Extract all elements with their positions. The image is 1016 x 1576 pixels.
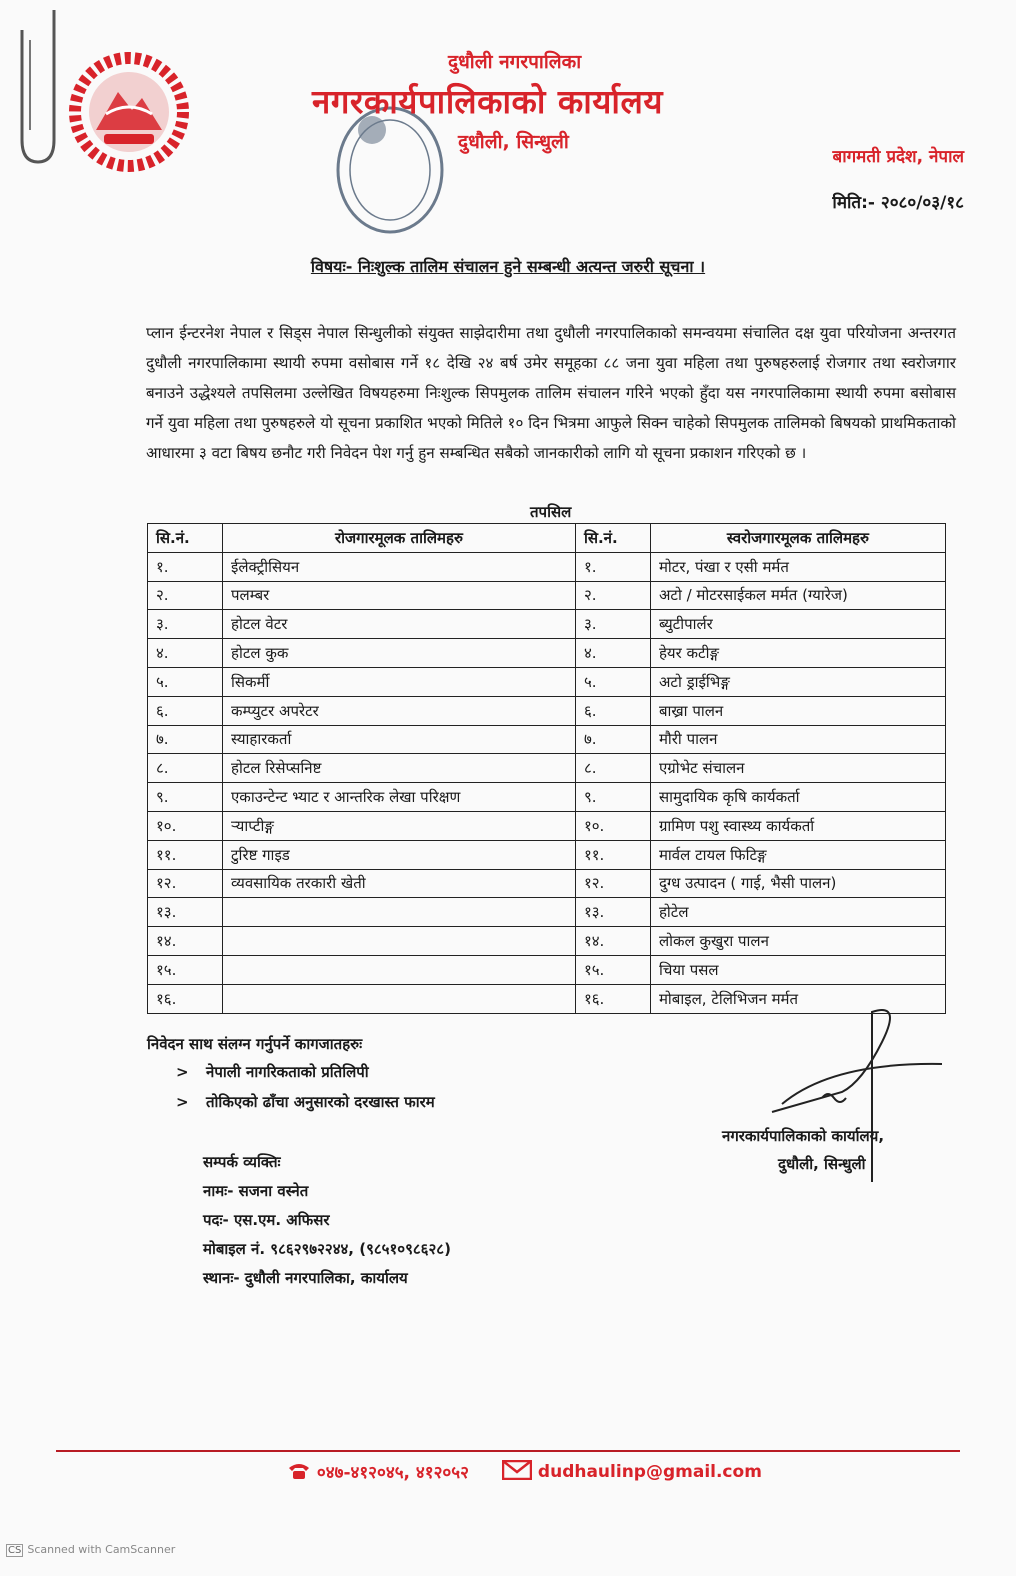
- serial-cell: १०.: [575, 811, 650, 840]
- notice-date: मिति:- २०८०/०३/१८: [832, 193, 964, 213]
- serial-cell: ८.: [148, 754, 223, 783]
- table-row: [148, 696, 946, 725]
- serial-cell: १२.: [575, 869, 650, 898]
- self-employment-training-cell: होटेल: [650, 898, 945, 927]
- col-employment-trainings: रोजगारमूलक तालिमहरु: [223, 524, 576, 553]
- employment-training-cell: होटल कुक: [223, 639, 576, 668]
- serial-cell: १०.: [148, 811, 223, 840]
- footer-email: [502, 1460, 762, 1482]
- document-item: [176, 1092, 435, 1112]
- footer-divider: [56, 1450, 960, 1452]
- bullet-arrow-icon: >: [176, 1093, 189, 1111]
- serial-cell: ३.: [148, 610, 223, 639]
- serial-cell: ४.: [575, 639, 650, 668]
- employment-training-cell: र्‍याप्टीङ्ग: [223, 811, 576, 840]
- serial-cell: १३.: [575, 898, 650, 927]
- nepal-emblem-icon: [66, 52, 192, 172]
- self-employment-training-cell: एग्रोभेट संचालन: [650, 754, 945, 783]
- table-row: [148, 610, 946, 639]
- employment-training-cell: व्यवसायिक तरकारी खेती: [223, 869, 576, 898]
- col-serial-1: सि.नं.: [148, 524, 223, 553]
- employment-training-cell: [223, 927, 576, 956]
- serial-cell: २.: [575, 581, 650, 610]
- table-caption: तपसिल: [530, 503, 572, 521]
- contact-post: पदः- एस.एम. अफिसर: [203, 1211, 330, 1229]
- employment-training-cell: [223, 955, 576, 984]
- signatory-office: नगरकार्यपालिकाको कार्यालय,: [722, 1127, 885, 1145]
- phone-number: ०४७-४१२०४५, ४१२०५२: [316, 1463, 469, 1483]
- bullet-arrow-icon: >: [176, 1063, 189, 1081]
- table-row: [148, 811, 946, 840]
- notice-subject: [0, 255, 1016, 277]
- col-self-employment-trainings: स्वरोजगारमूलक तालिमहरु: [650, 524, 945, 553]
- table-row: [148, 927, 946, 956]
- employment-training-cell: कम्प्युटर अपरेटर: [223, 696, 576, 725]
- municipality-name: दुधौली नगरपालिका: [448, 51, 582, 73]
- signatory-place: दुधौली, सिन्धुली: [778, 1155, 866, 1173]
- serial-cell: ९.: [575, 783, 650, 812]
- scanner-watermark: [6, 1543, 175, 1557]
- self-employment-training-cell: मार्वल टायल फिटिङ्ग: [650, 840, 945, 869]
- serial-cell: १६.: [575, 984, 650, 1013]
- table-row: [148, 955, 946, 984]
- table-row: [148, 639, 946, 668]
- office-place: दुधौली, सिन्धुली: [458, 131, 569, 153]
- documents-title: निवेदन साथ संलग्न गर्नुपर्ने कागजातहरुः: [147, 1035, 363, 1053]
- serial-cell: ३.: [575, 610, 650, 639]
- table-row: [148, 840, 946, 869]
- employment-training-cell: [223, 984, 576, 1013]
- serial-cell: ४.: [148, 639, 223, 668]
- employment-training-cell: होटल रिसेप्सनिष्ट: [223, 754, 576, 783]
- serial-cell: १५.: [575, 955, 650, 984]
- serial-cell: ९.: [148, 783, 223, 812]
- serial-cell: ८.: [575, 754, 650, 783]
- serial-cell: ५.: [148, 667, 223, 696]
- serial-cell: ११.: [575, 840, 650, 869]
- table-row: [148, 898, 946, 927]
- scanner-text: Scanned with CamScanner: [27, 1543, 176, 1556]
- col-serial-2: सि.नं.: [575, 524, 650, 553]
- table-row: [148, 667, 946, 696]
- serial-cell: १४.: [148, 927, 223, 956]
- employment-training-cell: टुरिष्ट गाइड: [223, 840, 576, 869]
- employment-training-cell: होटल वेटर: [223, 610, 576, 639]
- employment-training-cell: सिकर्मी: [223, 667, 576, 696]
- self-employment-training-cell: लोकल कुखुरा पालन: [650, 927, 945, 956]
- self-employment-training-cell: सामुदायिक कृषि कार्यकर्ता: [650, 783, 945, 812]
- email-address: dudhaulinp@gmail.com: [537, 1462, 762, 1482]
- employment-training-cell: ईलेक्ट्रीसियन: [223, 552, 576, 581]
- serial-cell: ७.: [148, 725, 223, 754]
- serial-cell: ११.: [148, 840, 223, 869]
- training-table: [147, 523, 946, 1014]
- self-employment-training-cell: अटो ड्राईभिङ्ग: [650, 667, 945, 696]
- self-employment-training-cell: हेयर कटीङ्ग: [650, 639, 945, 668]
- office-title: नगरकार्यपालिकाको कार्यालय: [312, 82, 663, 121]
- table-row: [148, 552, 946, 581]
- employment-training-cell: पलम्बर: [223, 581, 576, 610]
- contact-heading: सम्पर्क व्यक्तिः: [203, 1153, 281, 1171]
- serial-cell: ५.: [575, 667, 650, 696]
- self-employment-training-cell: दुग्ध उत्पादन ( गाई, भैसी पालन): [650, 869, 945, 898]
- email-icon: [502, 1460, 532, 1480]
- footer-phone: [287, 1460, 469, 1483]
- table-row: [148, 754, 946, 783]
- telephone-icon: [287, 1462, 311, 1480]
- self-employment-training-cell: बाख्रा पालन: [650, 696, 945, 725]
- employment-training-cell: [223, 898, 576, 927]
- self-employment-training-cell: चिया पसल: [650, 955, 945, 984]
- contact-name: नामः- सजना वस्नेत: [203, 1182, 309, 1200]
- subject-text: विषयः- निःशुल्क तालिम संचालन हुने सम्बन्धी अत्यन्त जरुरी सूचना ।: [310, 257, 706, 276]
- serial-cell: १.: [575, 552, 650, 581]
- serial-cell: १२.: [148, 869, 223, 898]
- employment-training-cell: एकाउन्टेन्ट भ्याट र आन्तरिक लेखा परिक्षण: [223, 783, 576, 812]
- contact-mobile: मोबाइल नं. ९८६२९७२२४४, (९८५१०९८६२८): [203, 1240, 451, 1258]
- paper-clip-icon: [8, 0, 60, 170]
- serial-cell: १६.: [148, 984, 223, 1013]
- notice-body: प्लान ईन्टरनेश नेपाल र सिड्स नेपाल सिन्धुलीको संयुक्त साझेदारीमा तथा दुधौली नगरपालिकाको समन्वयमा संचालित दक्ष युवा परियोजना अन्तरगत दुधौली नगरपालिकामा स्थायी रुपमा वसोबास गर्ने १८ देखि २४ बर्ष उमेर समूहका ८८ जना युवा महिला तथा पुरुषहरुलाई रोजगार तथा स्वरोजगार बनाउने उद्धेश्यले तपसिलमा उल्लेखित विषयहरुमा निःशुल्क सिपमुलक तालिम संचालन गरिने भएको हुँदा यस नगरपालिकामा स्थायी रुपमा बसोबास गर्ने युवा महिला तथा पुरुषहरुले यो सूचना प्रकाशित भएको मितिले १० दिन भित्रमा आफुले सिक्न चाहेको सिपमुलक तालिमको बिषयको प्राथमिकताको आधारमा ३ वटा बिषय छनौट गरी निवेदन पेश गर्नु हुन सम्बन्धित सबैको जानकारीको लागि यो सूचना प्रकाशन गरिएको छ ।: [146, 324, 956, 462]
- contact-place: स्थानः- दुधौली नगरपालिका, कार्यालय: [203, 1269, 408, 1287]
- document-item-text: तोकिएको ढाँचा अनुसारको दरखास्त फारम: [206, 1093, 435, 1111]
- self-employment-training-cell: अटो / मोटरसाईकल मर्मत (ग्यारेज): [650, 581, 945, 610]
- province-label: बागमती प्रदेश, नेपाल: [832, 147, 964, 167]
- serial-cell: १३.: [148, 898, 223, 927]
- document-item: [176, 1062, 369, 1082]
- serial-cell: १४.: [575, 927, 650, 956]
- self-employment-training-cell: मोटर, पंखा र एसी मर्मत: [650, 552, 945, 581]
- camscanner-logo-icon: CS: [8, 1545, 22, 1556]
- serial-cell: २.: [148, 581, 223, 610]
- self-employment-training-cell: ग्रामिण पशु स्वास्थ्य कार्यकर्ता: [650, 811, 945, 840]
- table-row: [148, 783, 946, 812]
- self-employment-training-cell: ब्युटीपार्लर: [650, 610, 945, 639]
- serial-cell: १५.: [148, 955, 223, 984]
- serial-cell: ७.: [575, 725, 650, 754]
- serial-cell: ६.: [148, 696, 223, 725]
- table-header-row: [148, 524, 946, 553]
- serial-cell: १.: [148, 552, 223, 581]
- employment-training-cell: स्याहारकर्ता: [223, 725, 576, 754]
- table-row: [148, 725, 946, 754]
- self-employment-training-cell: मौरी पालन: [650, 725, 945, 754]
- self-employment-training-cell: मोबाइल, टेलिभिजन मर्मत: [650, 984, 945, 1013]
- table-row: [148, 869, 946, 898]
- table-row: [148, 581, 946, 610]
- document-item-text: नेपाली नागरिकताको प्रतिलिपी: [206, 1063, 369, 1081]
- serial-cell: ६.: [575, 696, 650, 725]
